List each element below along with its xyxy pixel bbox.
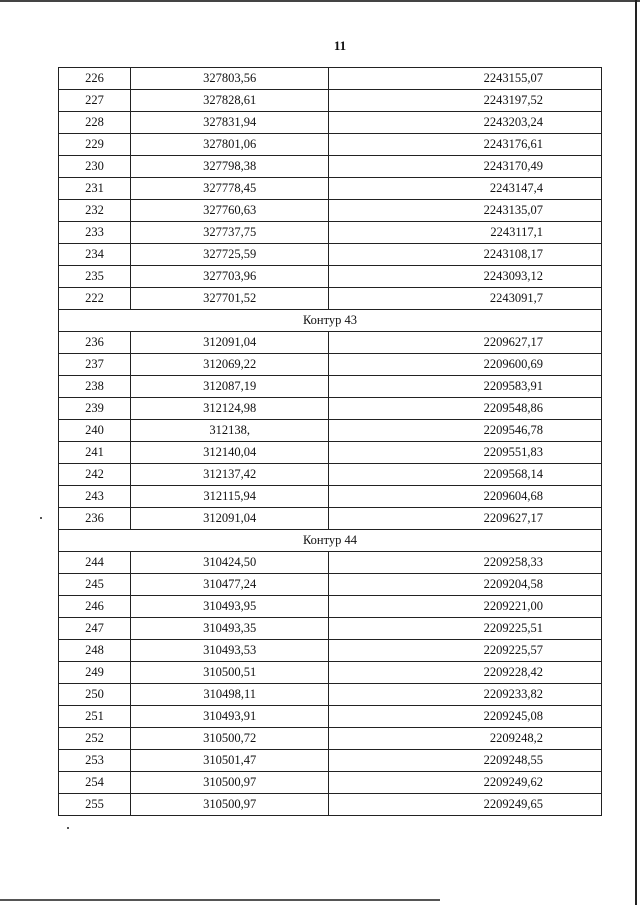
x-coordinate-cell: 310493,91 — [131, 706, 329, 728]
table-row — [59, 288, 602, 310]
point-number-cell: 229 — [59, 134, 131, 156]
table-row — [59, 244, 602, 266]
point-number-cell: 254 — [59, 772, 131, 794]
table-row — [59, 222, 602, 244]
y-coordinate-cell: 2209221,00 — [329, 596, 602, 618]
table-row — [59, 134, 602, 156]
point-number-cell: 240 — [59, 420, 131, 442]
y-coordinate-cell: 2243093,12 — [329, 266, 602, 288]
x-coordinate-cell: 310493,53 — [131, 640, 329, 662]
x-coordinate-cell: 310477,24 — [131, 574, 329, 596]
scan-speck — [67, 827, 69, 829]
table-row — [59, 728, 602, 750]
table-row — [59, 398, 602, 420]
table-row — [59, 640, 602, 662]
y-coordinate-cell: 2243155,07 — [329, 68, 602, 90]
point-number-cell: 253 — [59, 750, 131, 772]
y-coordinate-cell: 2209627,17 — [329, 508, 602, 530]
y-coordinate-cell: 2243170,49 — [329, 156, 602, 178]
x-coordinate-cell: 327778,45 — [131, 178, 329, 200]
x-coordinate-cell: 310500,72 — [131, 728, 329, 750]
point-number-cell: 255 — [59, 794, 131, 816]
x-coordinate-cell: 312124,98 — [131, 398, 329, 420]
table-row — [59, 376, 602, 398]
y-coordinate-cell: 2243108,17 — [329, 244, 602, 266]
y-coordinate-cell: 2243091,7 — [329, 288, 602, 310]
contour-header-row — [59, 310, 602, 332]
x-coordinate-cell: 327801,06 — [131, 134, 329, 156]
x-coordinate-cell: 312140,04 — [131, 442, 329, 464]
contour-title: Контур 43 — [59, 310, 602, 332]
y-coordinate-cell: 2209258,33 — [329, 552, 602, 574]
coordinates-table — [58, 67, 602, 816]
table-row — [59, 68, 602, 90]
point-number-cell: 246 — [59, 596, 131, 618]
y-coordinate-cell: 2209604,68 — [329, 486, 602, 508]
y-coordinate-cell: 2243197,52 — [329, 90, 602, 112]
point-number-cell: 231 — [59, 178, 131, 200]
x-coordinate-cell: 310500,51 — [131, 662, 329, 684]
table-row — [59, 662, 602, 684]
point-number-cell: 250 — [59, 684, 131, 706]
y-coordinate-cell: 2243176,61 — [329, 134, 602, 156]
table-row — [59, 772, 602, 794]
point-number-cell: 230 — [59, 156, 131, 178]
point-number-cell: 236 — [59, 332, 131, 354]
y-coordinate-cell: 2209248,2 — [329, 728, 602, 750]
point-number-cell: 247 — [59, 618, 131, 640]
point-number-cell: 228 — [59, 112, 131, 134]
y-coordinate-cell: 2209249,62 — [329, 772, 602, 794]
table-row — [59, 266, 602, 288]
x-coordinate-cell: 310493,95 — [131, 596, 329, 618]
x-coordinate-cell: 327803,56 — [131, 68, 329, 90]
x-coordinate-cell: 312137,42 — [131, 464, 329, 486]
point-number-cell: 238 — [59, 376, 131, 398]
x-coordinate-cell: 327798,38 — [131, 156, 329, 178]
y-coordinate-cell: 2209248,55 — [329, 750, 602, 772]
y-coordinate-cell: 2209225,57 — [329, 640, 602, 662]
coordinates-table-body — [59, 68, 602, 816]
page-bottom-edge — [0, 899, 440, 901]
table-row — [59, 618, 602, 640]
point-number-cell: 227 — [59, 90, 131, 112]
point-number-cell: 232 — [59, 200, 131, 222]
table-row — [59, 90, 602, 112]
x-coordinate-cell: 327725,59 — [131, 244, 329, 266]
point-number-cell: 243 — [59, 486, 131, 508]
x-coordinate-cell: 312069,22 — [131, 354, 329, 376]
table-row — [59, 596, 602, 618]
table-row — [59, 112, 602, 134]
point-number-cell: 244 — [59, 552, 131, 574]
y-coordinate-cell: 2209548,86 — [329, 398, 602, 420]
y-coordinate-cell: 2209225,51 — [329, 618, 602, 640]
table-row — [59, 420, 602, 442]
contour-title: Контур 44 — [59, 530, 602, 552]
point-number-cell: 233 — [59, 222, 131, 244]
y-coordinate-cell: 2243203,24 — [329, 112, 602, 134]
x-coordinate-cell: 310424,50 — [131, 552, 329, 574]
y-coordinate-cell: 2243117,1 — [329, 222, 602, 244]
y-coordinate-cell: 2209204,58 — [329, 574, 602, 596]
y-coordinate-cell: 2209233,82 — [329, 684, 602, 706]
x-coordinate-cell: 327760,63 — [131, 200, 329, 222]
point-number-cell: 248 — [59, 640, 131, 662]
table-row — [59, 750, 602, 772]
y-coordinate-cell: 2209228,42 — [329, 662, 602, 684]
y-coordinate-cell: 2209249,65 — [329, 794, 602, 816]
x-coordinate-cell: 327831,94 — [131, 112, 329, 134]
table-row — [59, 508, 602, 530]
page-number: 11 — [333, 38, 347, 53]
point-number-cell: 222 — [59, 288, 131, 310]
x-coordinate-cell: 312091,04 — [131, 508, 329, 530]
table-row — [59, 684, 602, 706]
scan-speck — [40, 517, 42, 519]
table-row — [59, 200, 602, 222]
point-number-cell: 245 — [59, 574, 131, 596]
point-number-cell: 239 — [59, 398, 131, 420]
point-number-cell: 242 — [59, 464, 131, 486]
x-coordinate-cell: 327701,52 — [131, 288, 329, 310]
x-coordinate-cell: 312091,04 — [131, 332, 329, 354]
table-row — [59, 178, 602, 200]
table-row — [59, 552, 602, 574]
table-row — [59, 332, 602, 354]
x-coordinate-cell: 310498,11 — [131, 684, 329, 706]
y-coordinate-cell: 2243147,4 — [329, 178, 602, 200]
x-coordinate-cell: 310493,35 — [131, 618, 329, 640]
point-number-cell: 234 — [59, 244, 131, 266]
point-number-cell: 226 — [59, 68, 131, 90]
x-coordinate-cell: 312138, — [131, 420, 329, 442]
point-number-cell: 252 — [59, 728, 131, 750]
contour-header-row — [59, 530, 602, 552]
page-top-edge — [0, 0, 640, 2]
y-coordinate-cell: 2209600,69 — [329, 354, 602, 376]
x-coordinate-cell: 310501,47 — [131, 750, 329, 772]
point-number-cell: 235 — [59, 266, 131, 288]
table-row — [59, 464, 602, 486]
x-coordinate-cell: 327737,75 — [131, 222, 329, 244]
table-row — [59, 486, 602, 508]
y-coordinate-cell: 2209245,08 — [329, 706, 602, 728]
point-number-cell: 237 — [59, 354, 131, 376]
point-number-cell: 241 — [59, 442, 131, 464]
table-row — [59, 442, 602, 464]
y-coordinate-cell: 2209551,83 — [329, 442, 602, 464]
x-coordinate-cell: 312115,94 — [131, 486, 329, 508]
y-coordinate-cell: 2209627,17 — [329, 332, 602, 354]
x-coordinate-cell: 327703,96 — [131, 266, 329, 288]
y-coordinate-cell: 2209546,78 — [329, 420, 602, 442]
page-right-edge — [635, 0, 637, 905]
y-coordinate-cell: 2243135,07 — [329, 200, 602, 222]
table-row — [59, 574, 602, 596]
y-coordinate-cell: 2209568,14 — [329, 464, 602, 486]
table-row — [59, 706, 602, 728]
y-coordinate-cell: 2209583,91 — [329, 376, 602, 398]
x-coordinate-cell: 310500,97 — [131, 794, 329, 816]
table-row — [59, 354, 602, 376]
table-row — [59, 156, 602, 178]
x-coordinate-cell: 327828,61 — [131, 90, 329, 112]
x-coordinate-cell: 310500,97 — [131, 772, 329, 794]
point-number-cell: 236 — [59, 508, 131, 530]
table-row — [59, 794, 602, 816]
point-number-cell: 251 — [59, 706, 131, 728]
x-coordinate-cell: 312087,19 — [131, 376, 329, 398]
point-number-cell: 249 — [59, 662, 131, 684]
